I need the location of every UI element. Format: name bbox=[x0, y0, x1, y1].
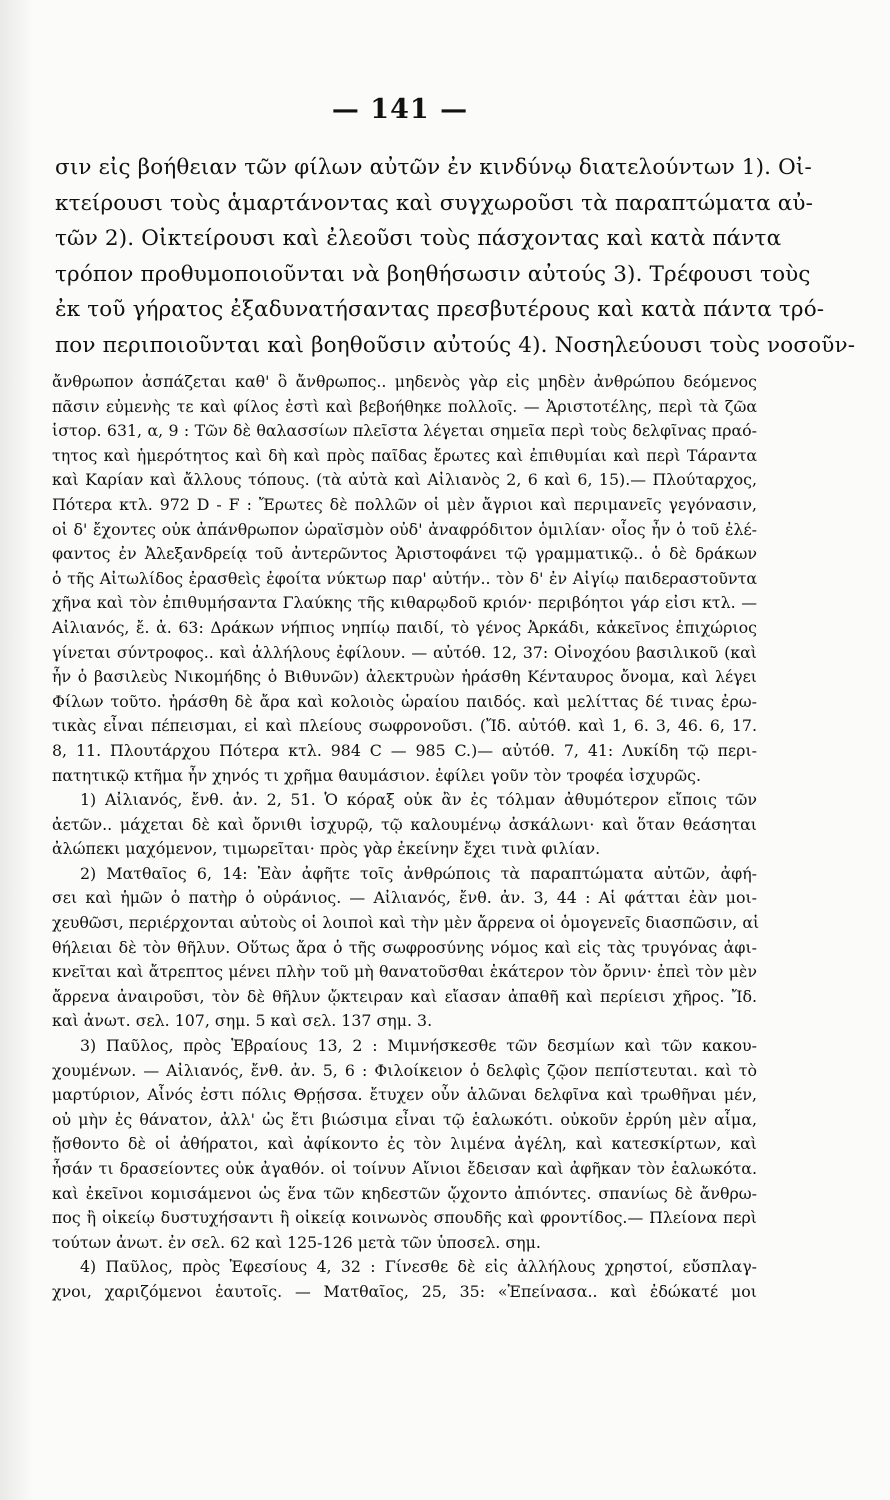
footnote-line: τικὰς εἶναι πέπεισμαι, εἰ καὶ πλείους σωφρονοῦσι. (Ἴδ. αὐτόθ. καὶ 1, 6. 3, 46. 6, 17. bbox=[52, 716, 757, 736]
page-edge-shadow bbox=[0, 0, 34, 1500]
footnote-line: 8, 11. Πλουτάρχου Πότερα κτλ. 984 C — 985 C.)— αὐτόθ. 7, 41: Λυκίδη τῷ περι- bbox=[52, 740, 757, 760]
footnote-line: φαντος ἐν Ἀλεξανδρείᾳ τοῦ ἀντερῶντος Ἀριστοφάνει τῷ γραμματικῷ.. ὁ δὲ δράκων bbox=[52, 544, 757, 564]
main-text-line: τρόπον προθυμοποιοῦνται νὰ βοηθήσωσιν αὐτούς 3). Τρέφουσι τοὺς bbox=[55, 261, 811, 287]
footnote-line: χνοι, χαριζόμενοι ἑαυτοῖς. — Ματθαῖος, 25, 35: «Ἐπείνασα.. καὶ ἐδώκατέ μοι bbox=[52, 1281, 757, 1301]
footnote-1 bbox=[52, 788, 757, 862]
footnote-line: καὶ ἐκεῖνοι κομισάμενοι ὡς ἕνα τῶν κηδεστῶν ᾤχοντο ἀπιόντες. σπανίως δὲ ἄνθρω- bbox=[52, 1183, 757, 1203]
footnote-line: θήλειαι δὲ τὸν θῆλυν. Οὕτως ἄρα ὁ τῆς σωφροσύνης νόμος καὶ εἰς τὰς τρυγόνας ἀφι- bbox=[52, 937, 757, 957]
continued-footnote bbox=[52, 370, 757, 788]
footnote-line: 4) Παῦλος, πρὸς Ἐφεσίους 4, 32 : Γίνεσθε δὲ εἰς ἀλλήλους χρηστοί, εὔσπλαγ- bbox=[80, 1257, 757, 1277]
main-text-line: κτείρουσι τοὺς ἁμαρτάνοντας καὶ συγχωροῦσι τὰ παραπτώματα αὐ- bbox=[55, 190, 814, 216]
footnote-2 bbox=[52, 862, 760, 1034]
main-text-line: ἐκ τοῦ γήρατος ἐξαδυνατήσαντας πρεσβυτέρους καὶ κατὰ πάντα τρό- bbox=[55, 297, 825, 322]
footnote-line: τούτων ἀνωτ. ἐν σελ. 62 καὶ 125-126 μετὰ τῶν ὑποσελ. σημ. bbox=[52, 1232, 541, 1252]
footnote-line: ὁ τῆς Αἰτωλίδος ἐρασθεὶς ἐφοίτα νύκτωρ παρ' αὐτήν.. τὸν δ' ἐν Αἰγίῳ παιδεραστοῦντα bbox=[52, 568, 757, 588]
main-text-line: σιν εἰς βοήθειαν τῶν φίλων αὐτῶν ἐν κινδύνῳ διατελούντων 1). Οἰ- bbox=[55, 155, 812, 180]
footnote-line: οἱ δ' ἔχοντες οὐκ ἀπάνθρωπον ὡραϊσμὸν οὐδ' ἀναφρόδιτον ὁμιλίαν· οἷος ἦν ὁ τοῦ ἐλέ- bbox=[52, 519, 757, 539]
footnote-line: χευθῶσι, περιέρχονται αὐτοὺς οἱ λοιποὶ καὶ τὴν μὲν ἄρρενα οἱ ὁμογενεῖς διασπῶσιν, αἱ bbox=[52, 913, 760, 933]
main-text-line: πον περιποιοῦνται καὶ βοηθοῦσιν αὐτούς 4). Νοσηλεύουσι τοὺς νοσοῦν- bbox=[55, 332, 856, 358]
footnote-line: ἦν ὁ βασιλεὺς Νικομήδης ὁ Βιθυνῶν) ἀλεκτρυὼν ἠράσθη Κένταυρος ὄνομα, καὶ λέγει bbox=[52, 667, 757, 687]
footnote-line: χουμένων. — Αἰλιανός, ἔνθ. ἀν. 5, 6 : Φιλοίκειον ὁ δελφὶς ζῷον πεπίστευται. καὶ τὸ bbox=[52, 1060, 757, 1080]
footnote-line: Φίλων τοῦτο. ἠράσθη δὲ ἄρα καὶ κολοιὸς ὡραίου παιδός. καὶ μελίττας δέ τινας ἐρω- bbox=[52, 691, 757, 711]
main-text-line: τῶν 2). Οἰκτείρουσι καὶ ἐλεοῦσι τοὺς πάσχοντας καὶ κατὰ πάντα bbox=[55, 226, 782, 251]
main-text bbox=[55, 150, 856, 363]
footnote-3 bbox=[52, 1034, 757, 1255]
footnote-line: ἀλώπεκι μαχόμενον, τιμωρεῖται· πρὸς γὰρ ἐκείνην ἔχει τινὰ φιλίαν. bbox=[52, 839, 601, 859]
footnote-line: πᾶσιν εὐμενὴς τε καὶ φίλος ἐστὶ καὶ βεβοήθηκε πολλοῖς. — Ἀριστοτέλης, περὶ τὰ ζῶα bbox=[52, 396, 757, 416]
footnote-line: πατητικῷ κτῆμα ἦν χηνός τι χρῆμα θαυμάσιον. ἐφίλει γοῦν τὸν τροφέα ἰσχυρῶς. bbox=[52, 765, 702, 785]
footnote-line: χῆνα καὶ τὸν ἐπιθυμήσαντα Γλαύκης τῆς κιθαρῳδοῦ κριόν· περιβόητοι γάρ εἰσι κτλ. — bbox=[52, 593, 757, 613]
footnote-line: καὶ Καρίαν καὶ ἄλλους τόπους. (τὰ αὐτὰ καὶ Αἰλιανὸς 2, 6 καὶ 6, 15).— Πλούταρχος, bbox=[52, 470, 757, 490]
footnote-line: γίνεται σύντροφος.. καὶ ἀλλήλους ἐφίλουν. — αὐτόθ. 12, 37: Οἰνοχόου βασιλικοῦ (καὶ bbox=[52, 642, 757, 662]
footnote-line: Αἰλιανός, ἔ. ἀ. 63: Δράκων νήπιος νηπίῳ παιδί, τὸ γένος Ἀρκάδι, κἀκεῖνος ἐπιχώριος bbox=[52, 617, 757, 637]
footnote-line: 2) Ματθαῖος 6, 14: Ἐὰν ἀφῆτε τοῖς ἀνθρώποις τὰ παραπτώματα αὐτῶν, ἀφή- bbox=[80, 863, 757, 883]
footnote-line: πος ἢ οἰκείῳ δυστυχήσαντι ἢ οἰκείᾳ κοινωνὸς σπουδῆς καὶ φροντίδος.— Πλείονα περὶ bbox=[52, 1208, 757, 1228]
footnote-line: 3) Παῦλος, πρὸς Ἑβραίους 13, 2 : Μιμνήσκεσθε τῶν δεσμίων καὶ τῶν κακου- bbox=[80, 1036, 757, 1056]
footnote-line: καὶ ἀνωτ. σελ. 107, σημ. 5 καὶ σελ. 137 σημ. 3. bbox=[52, 1011, 433, 1031]
footnote-line: ἦσάν τι δρασείοντες οὐκ ἀγαθόν. οἱ τοίνυν Αἴνιοι ἔδεισαν καὶ ἀφῆκαν τὸν ἑαλωκότα. bbox=[52, 1159, 757, 1178]
page-number: — 141 — bbox=[331, 94, 469, 125]
footnote-line: κνεῖται καὶ ἄτρεπτος μένει πλὴν τοῦ μὴ θανατοῦσθαι ἑκάτερον τὸν ὄρνιν· ἐπεὶ τὸν μὲν bbox=[52, 962, 757, 982]
footnote-line: σει καὶ ἡμῶν ὁ πατὴρ ὁ οὐράνιος. — Αἰλιανός, ἔνθ. ἀν. 3, 44 : Αἱ φάτται ἐὰν μοι- bbox=[52, 888, 757, 908]
footnote-line: ἀετῶν.. μάχεται δὲ καὶ ὄρνιθι ἰσχυρῷ, τῷ καλουμένῳ ἀσκάλωνι· καὶ ὅταν θεάσηται bbox=[52, 814, 757, 834]
footnote-line: ᾔσθοντο δὲ οἱ ἀθήρατοι, καὶ ἀφίκοντο ἐς τὸν λιμένα ἀγέλη, καὶ κατεσκίρτων, καὶ bbox=[52, 1134, 757, 1154]
footnote-line: 1) Αἰλιανός, ἔνθ. ἀν. 2, 51. Ὁ κόραξ οὐκ ἂν ἐς τόλμαν ἀθυμότερον εἴποις τῶν bbox=[80, 790, 757, 810]
footnotes bbox=[52, 370, 760, 1305]
footnote-line: ἱστορ. 631, α, 9 : Τῶν δὲ θαλασσίων πλεῖστα λέγεται σημεῖα περὶ τοὺς δελφῖνας πραό- bbox=[52, 421, 757, 441]
footnote-line: Πότερα κτλ. 972 D - F : Ἔρωτες δὲ πολλῶν οἱ μὲν ἄγριοι καὶ περιμανεῖς γεγόνασιν, bbox=[52, 494, 757, 514]
footnote-line: οὐ μὴν ἐς θάνατον, ἀλλ' ὡς ἔτι βιώσιμα εἶναι τῷ ἑαλωκότι. οὐκοῦν ἐρρύη μὲν αἷμα, bbox=[52, 1109, 757, 1129]
footnote-line: μαρτύριον, Αἶνός ἐστι πόλις Θρῄσσα. ἔτυχεν οὖν ἁλῶναι δελφῖνα καὶ τρωθῆναι μέν, bbox=[52, 1085, 757, 1105]
footnote-line: τητος καὶ ἡμερότητος καὶ δὴ καὶ πρὸς παῖδας ἔρωτες καὶ ἐπιθυμίαι καὶ περὶ Τάραντα bbox=[52, 445, 757, 465]
footnote-4 bbox=[52, 1255, 757, 1304]
footnote-line: ἄνθρωπον ἀσπάζεται καθ' ὃ ἄνθρωπος.. μηδενὸς γὰρ εἰς μηδὲν ἀνθρώπου δεόμενος bbox=[52, 372, 757, 391]
footnote-line: ἄρρενα ἀναιροῦσι, τὸν δὲ θῆλυν ᾤκτειραν καὶ εἴασαν ἀπαθῆ καὶ περίεισι χῆρος. Ἴδ. bbox=[52, 986, 757, 1006]
